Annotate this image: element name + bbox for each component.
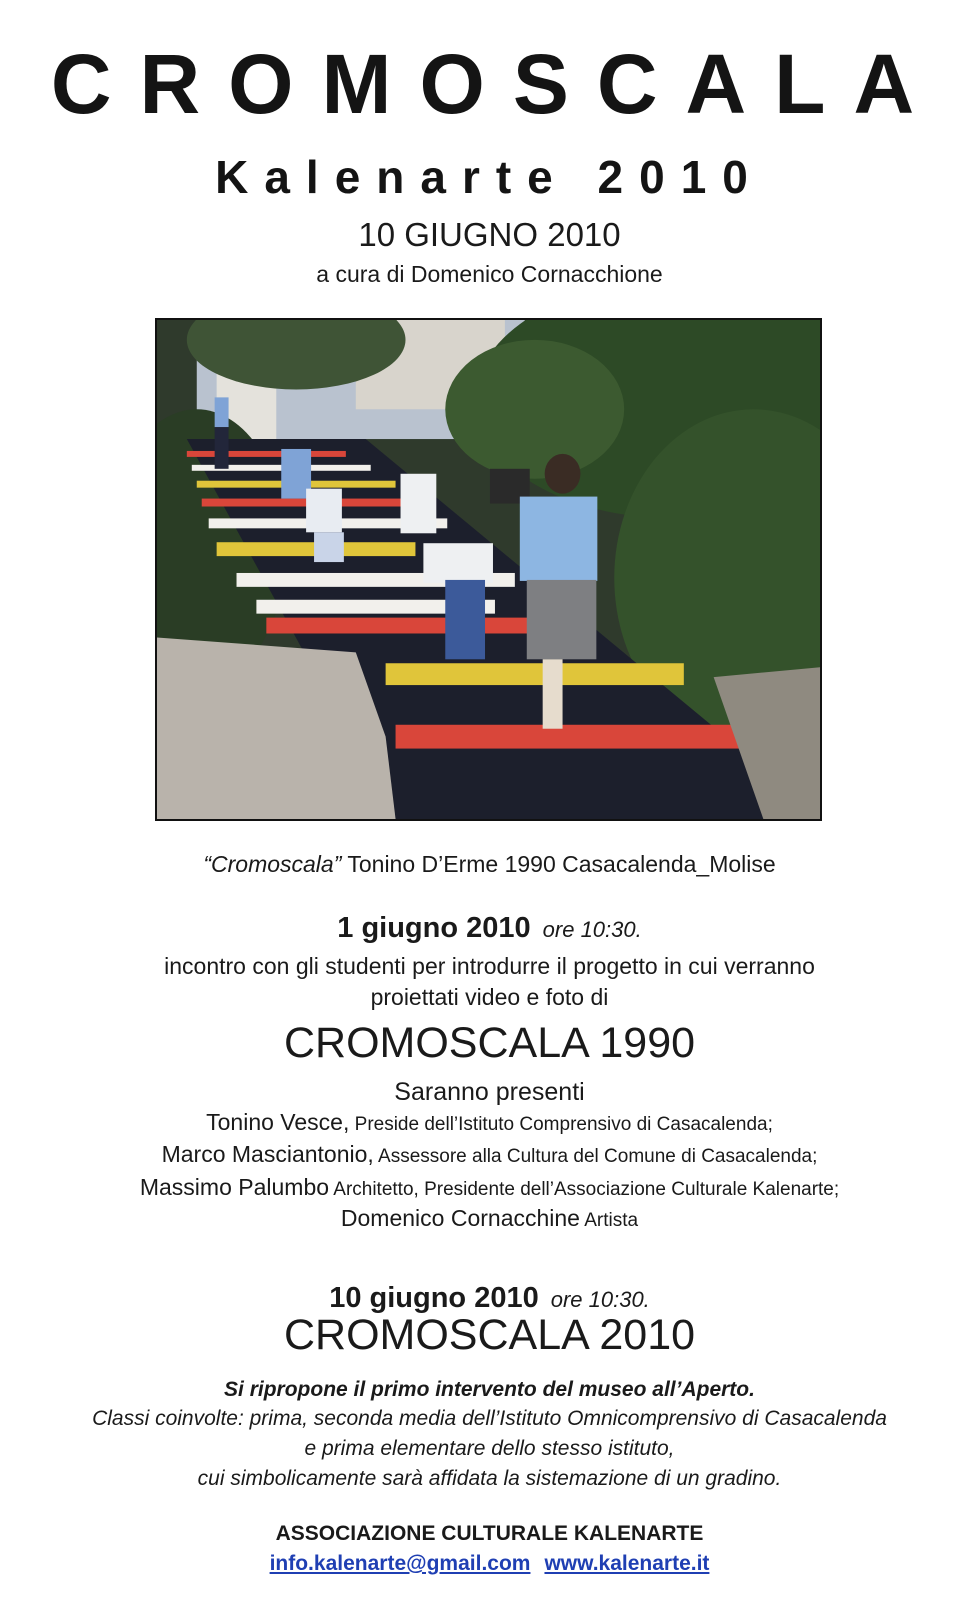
event1-description-line2: proiettati video e foto di (370, 984, 609, 1010)
event2-line1: Si ripropone il primo intervento del museo all’Aperto. (224, 1378, 755, 1401)
event1-header (0, 914, 979, 943)
guest-item (0, 1207, 979, 1230)
cromoscala-photo (155, 318, 822, 821)
event1-time: ore 10:30. (542, 917, 642, 942)
guest-name: Domenico Cornacchine (340, 1205, 580, 1231)
guest-name: Massimo Palumbo (139, 1174, 330, 1200)
event2-line4: cui simbolicamente sarà affidata la sistemazione di un gradino. (197, 1467, 782, 1490)
contact-links (0, 1553, 979, 1574)
present-heading: Saranno presenti (394, 1078, 585, 1106)
event2-time: ore 10:30. (550, 1287, 650, 1312)
caption-work-title: “Cromoscala” (203, 851, 342, 877)
guest-name: Tonino Vesce, (206, 1109, 350, 1135)
guest-role: Architetto, Presidente dell’Associazione Culturale Kalenarte; (333, 1179, 840, 1200)
event2-title: CROMOSCALA 2010 (283, 1311, 696, 1359)
event1-description-line1: incontro con gli studenti per introdurre il progetto in cui verranno (164, 953, 815, 979)
guest-item (0, 1176, 979, 1199)
event2-header (0, 1284, 979, 1313)
guest-name: Marco Masciantonio, (161, 1141, 374, 1167)
event2-line2: Classi coinvolte: prima, seconda media dell’Istituto Omnicomprensivo di Casacalenda (92, 1407, 887, 1430)
event2-line3: e prima elementare dello stesso istituto, (304, 1437, 675, 1460)
email-link[interactable]: info.kalenarte@gmail.com (269, 1552, 531, 1575)
event1-title: CROMOSCALA 1990 (283, 1019, 696, 1067)
poster-title: CROMOSCALA (50, 37, 943, 131)
event1-date: 1 giugno 2010 (337, 912, 531, 944)
guest-role: Preside dell’Istituto Comprensivo di Casacalenda; (354, 1114, 773, 1135)
event2-date: 10 giugno 2010 (329, 1282, 539, 1314)
caption-details: Tonino D’Erme 1990 Casacalenda_Molise (347, 851, 776, 877)
website-link[interactable]: www.kalenarte.it (544, 1552, 710, 1575)
guest-role: Artista (584, 1210, 639, 1231)
event-date: 10 GIUGNO 2010 (358, 216, 621, 253)
guest-item (0, 1143, 979, 1166)
poster-subtitle: Kalenarte 2010 (215, 151, 764, 203)
association-name: ASSOCIAZIONE CULTURALE KALENARTE (275, 1522, 704, 1545)
curator-line: a cura di Domenico Cornacchione (316, 261, 663, 287)
photo-caption (0, 853, 979, 876)
guest-role: Assessore alla Cultura del Comune di Casacalenda; (378, 1146, 818, 1167)
guest-item (0, 1111, 979, 1134)
